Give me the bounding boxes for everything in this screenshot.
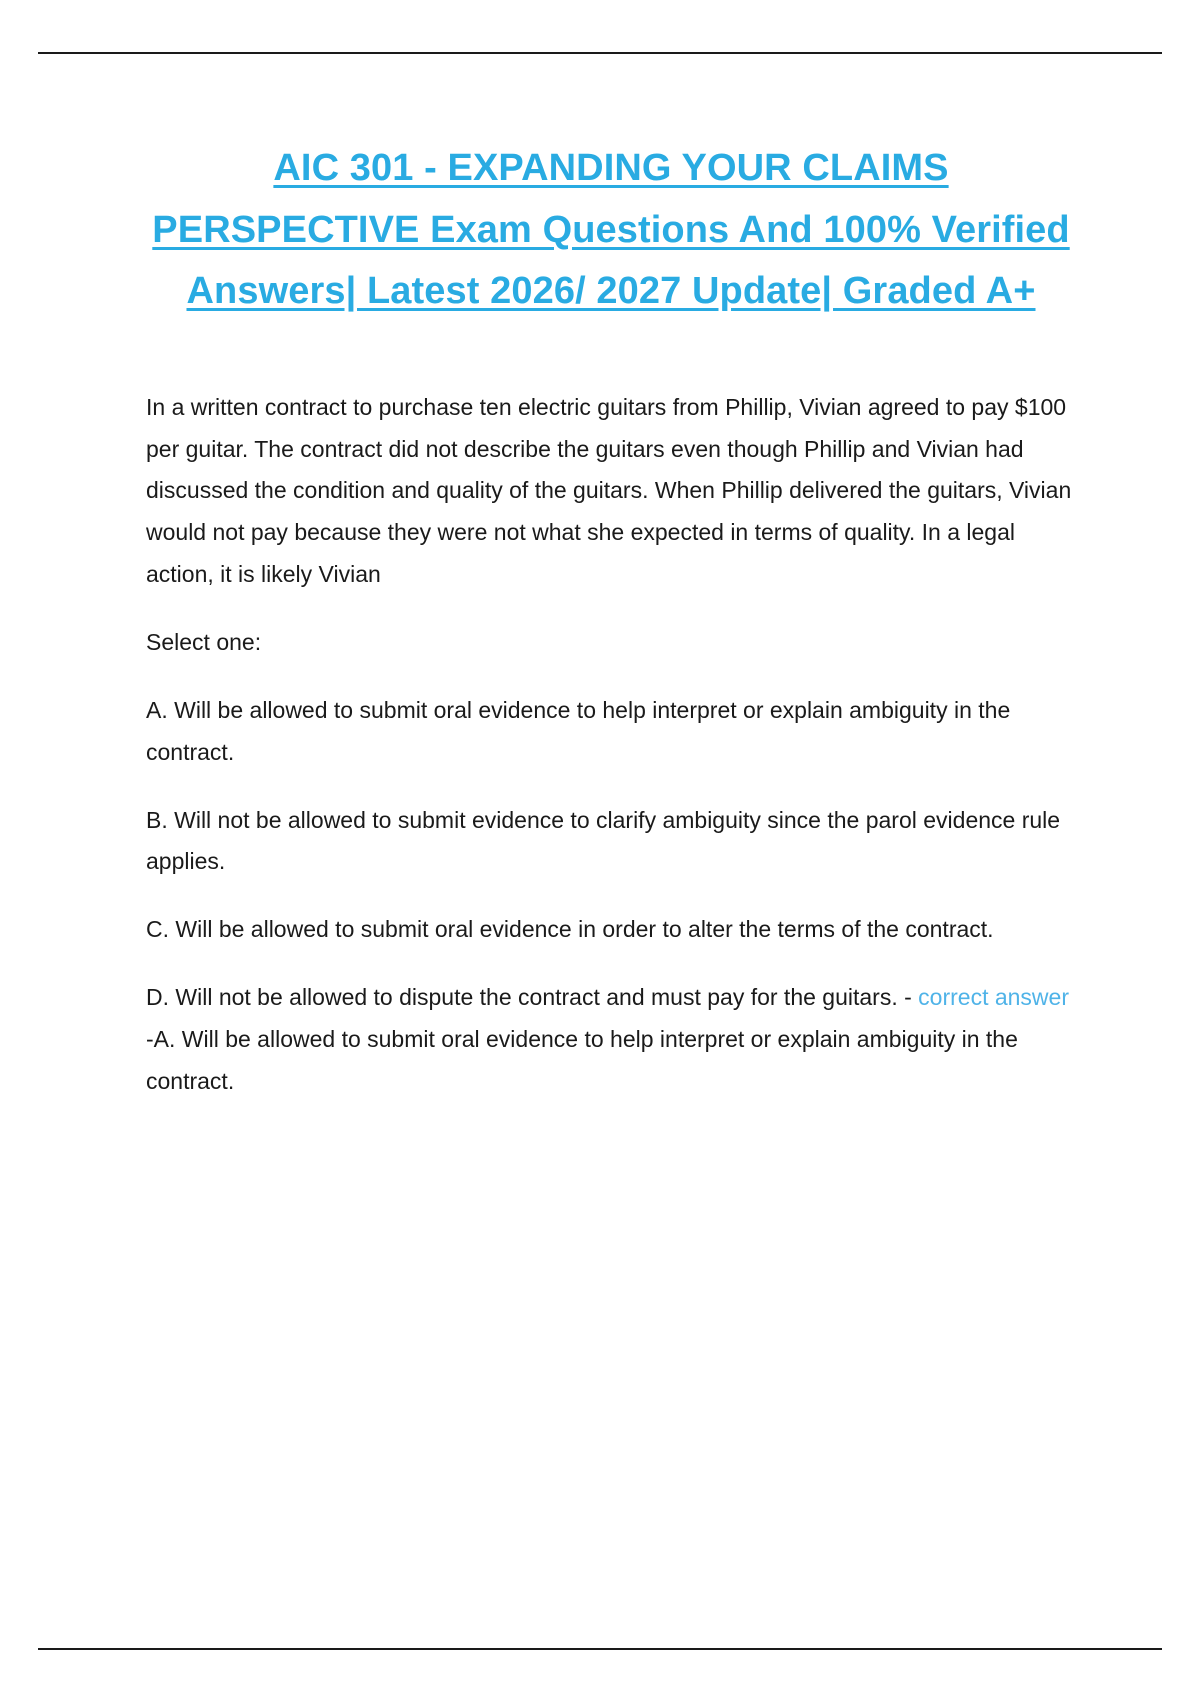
option-d-with-answer xyxy=(146,977,1076,1103)
header-divider xyxy=(38,52,1162,54)
question-stem: In a written contract to purchase ten electric guitars from Phillip, Vivian agreed to pay $100 per guitar. The contract did not describe the guitars even though Phillip and Vivian had discussed the condition and quality of the guitars. When Phillip delivered the guitars, Vivian would not pay because they were not what she expected in terms of quality. In a legal action, it is likely Vivian xyxy=(146,393,1072,588)
question-body xyxy=(146,387,1076,1103)
page-title: AIC 301 - EXPANDING YOUR CLAIMS PERSPECTIVE Exam Questions And 100% Verified Answers| Latest 2026/ 2027 Update| Graded A+ xyxy=(152,147,1070,313)
option-a: A. Will be allowed to submit oral evidence to help interpret or explain ambiguity in the contract. xyxy=(146,696,1011,765)
option-c: C. Will be allowed to submit oral evidence in order to alter the terms of the contract. xyxy=(146,916,994,943)
correct-answer-tag: correct answer xyxy=(911,984,1069,1011)
option-b: B. Will not be allowed to submit evidence to clarify ambiguity since the parol evidence rule applies. xyxy=(146,806,1061,875)
option-d-text: D. Will not be allowed to dispute the contract and must pay for the guitars. - xyxy=(146,984,912,1011)
document-content xyxy=(146,138,1076,1103)
correct-answer-text: -A. Will be allowed to submit oral evidence to help interpret or explain ambiguity in the contract. xyxy=(146,1025,1018,1094)
footer-divider xyxy=(38,1648,1162,1650)
select-one-label: Select one: xyxy=(146,628,262,655)
